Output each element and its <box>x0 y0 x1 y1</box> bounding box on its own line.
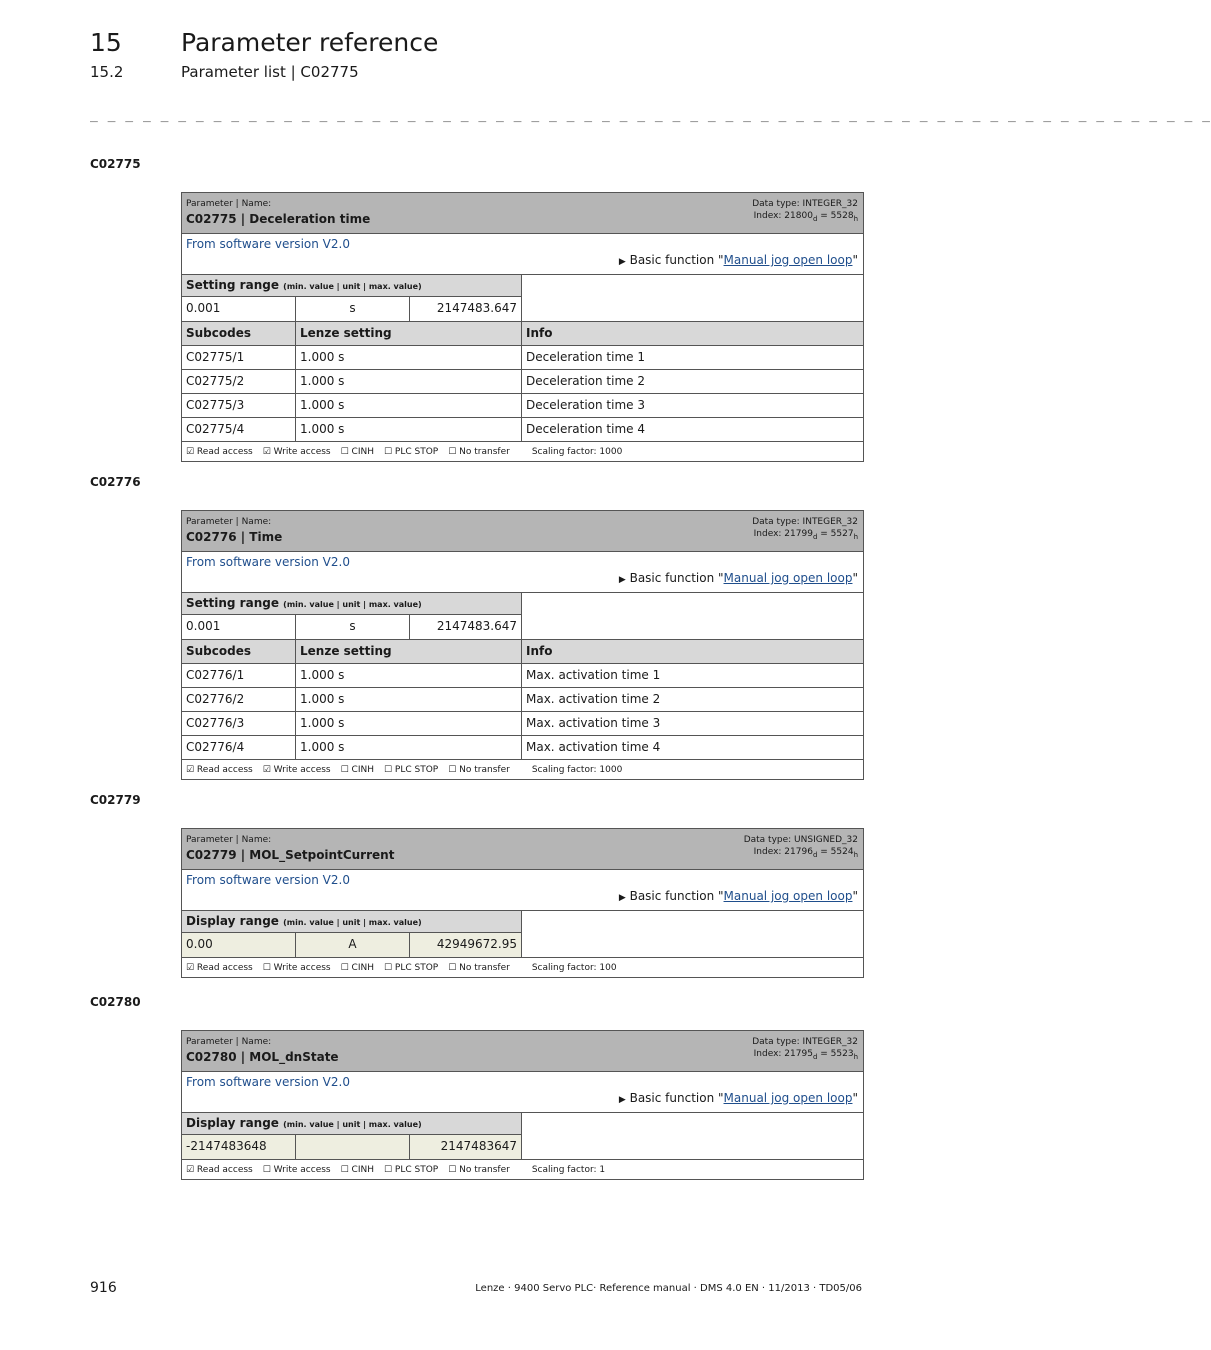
basic-function: ▶ Basic function "Manual jog open loop" <box>618 571 858 585</box>
cinh: ☐ CINH <box>340 764 374 775</box>
subcodes-header: Subcodes Lenze setting Info <box>182 322 863 346</box>
access-footer <box>182 958 863 977</box>
range-unit <box>296 1135 410 1159</box>
parameter-header <box>182 829 863 870</box>
no-transfer: ☐ No transfer <box>448 1164 510 1175</box>
version-row <box>182 1072 863 1113</box>
access-footer <box>182 1160 863 1179</box>
section-title: Parameter list | C02775 <box>181 63 359 81</box>
table-row: C02775/2 1.000 s Deceleration time 2 <box>182 370 863 394</box>
param-index: Index: $21799_d = 5527_h$ <box>753 529 858 541</box>
range-max: 2147483.647 <box>410 615 522 639</box>
table-row: C02776/1 1.000 s Max. activation time 1 <box>182 664 863 688</box>
data-type: Data type: INTEGER_32 <box>752 1037 858 1047</box>
no-transfer: ☐ No transfer <box>448 764 510 775</box>
write-access: ☐ Write access <box>262 962 331 973</box>
version-row <box>182 234 863 275</box>
cinh: ☐ CINH <box>340 1164 374 1175</box>
read-access: ☑ Read access <box>186 962 253 973</box>
triangle-right-icon: ▶ <box>618 257 626 267</box>
software-version: From software version V2.0 <box>186 1075 350 1089</box>
param-name-label: Parameter | Name: <box>186 1037 272 1047</box>
table-row: C02775/4 1.000 s Deceleration time 4 <box>182 418 863 442</box>
range-min: -2147483648 <box>182 1135 296 1159</box>
param-index: Index: $21795_d = 5523_h$ <box>753 1049 858 1061</box>
param-name-label: Parameter | Name: <box>186 835 272 845</box>
section-label: C02775 <box>90 157 141 171</box>
param-title: C02776 | Time <box>186 530 283 544</box>
cinh: ☐ CINH <box>340 962 374 973</box>
param-title: C02780 | MOL_dnState <box>186 1050 339 1064</box>
range-label: Setting range (min. value | unit | max. value) <box>182 593 522 615</box>
param-index: Index: $21796_d = 5524_h$ <box>753 847 858 859</box>
setting-range <box>182 275 863 322</box>
display-range <box>182 1113 863 1160</box>
scaling-factor: Scaling factor: 100 <box>531 962 617 973</box>
param-title: C02779 | MOL_SetpointCurrent <box>186 848 395 862</box>
range-max: 2147483.647 <box>410 297 522 321</box>
parameter-header <box>182 1031 863 1072</box>
range-min: 0.00 <box>182 933 296 957</box>
basic-function-link[interactable]: Manual jog open loop <box>723 1091 853 1105</box>
no-transfer: ☐ No transfer <box>448 446 510 457</box>
header-divider: _ _ _ _ _ _ _ _ _ _ _ _ _ _ _ _ _ _ _ _ _ _ _ _ _ _ _ _ _ _ _ _ _ _ _ _ _ _ _ _ _ _ _ _ _ _ _ _ _ _ _ _ _ _ _ _ _ _ _ _ _ _ _ _ <box>90 108 1211 123</box>
display-range <box>182 911 863 958</box>
range-label: Display range (min. value | unit | max. value) <box>182 911 522 933</box>
triangle-right-icon: ▶ <box>618 893 626 903</box>
range-min: 0.001 <box>182 615 296 639</box>
page-number: 916 <box>90 1280 117 1296</box>
section-label: C02780 <box>90 995 141 1009</box>
range-unit: s <box>296 615 410 639</box>
section-number: 15.2 <box>90 63 124 81</box>
table-row: C02776/2 1.000 s Max. activation time 2 <box>182 688 863 712</box>
scaling-factor: Scaling factor: 1000 <box>531 446 623 457</box>
range-max: 2147483647 <box>410 1135 522 1159</box>
software-version: From software version V2.0 <box>186 873 350 887</box>
basic-function-link[interactable]: Manual jog open loop <box>723 889 853 903</box>
write-access: ☑ Write access <box>262 764 331 775</box>
range-label: Display range (min. value | unit | max. value) <box>182 1113 522 1135</box>
range-min: 0.001 <box>182 297 296 321</box>
data-type: Data type: UNSIGNED_32 <box>743 835 858 845</box>
parameter-header <box>182 193 863 234</box>
scaling-factor: Scaling factor: 1 <box>531 1164 606 1175</box>
basic-function: ▶ Basic function "Manual jog open loop" <box>618 889 858 903</box>
param-name-label: Parameter | Name: <box>186 517 272 527</box>
read-access: ☑ Read access <box>186 446 253 457</box>
range-unit: s <box>296 297 410 321</box>
triangle-right-icon: ▶ <box>618 575 626 585</box>
basic-function-link[interactable]: Manual jog open loop <box>723 253 853 267</box>
param-title: C02775 | Deceleration time <box>186 212 371 226</box>
parameter-table <box>181 828 864 978</box>
basic-function: ▶ Basic function "Manual jog open loop" <box>618 1091 858 1105</box>
read-access: ☑ Read access <box>186 1164 253 1175</box>
plc-stop: ☐ PLC STOP <box>384 962 439 973</box>
basic-function-link[interactable]: Manual jog open loop <box>723 571 853 585</box>
write-access: ☑ Write access <box>262 446 331 457</box>
plc-stop: ☐ PLC STOP <box>384 1164 439 1175</box>
read-access: ☑ Read access <box>186 764 253 775</box>
chapter-number: 15 <box>90 28 122 57</box>
range-max: 42949672.95 <box>410 933 522 957</box>
write-access: ☐ Write access <box>262 1164 331 1175</box>
parameter-table <box>181 510 864 780</box>
document-reference: Lenze · 9400 Servo PLC· Reference manual · DMS 4.0 EN · 11/2013 · TD05/06 <box>475 1283 862 1294</box>
parameter-header <box>182 511 863 552</box>
no-transfer: ☐ No transfer <box>448 962 510 973</box>
section-label: C02779 <box>90 793 141 807</box>
table-row: C02776/4 1.000 s Max. activation time 4 <box>182 736 863 760</box>
parameter-table <box>181 1030 864 1180</box>
subcodes-header: Subcodes Lenze setting Info <box>182 640 863 664</box>
scaling-factor: Scaling factor: 1000 <box>531 764 623 775</box>
data-type: Data type: INTEGER_32 <box>752 199 858 209</box>
data-type: Data type: INTEGER_32 <box>752 517 858 527</box>
chapter-title: Parameter reference <box>181 28 439 57</box>
range-label: Setting range (min. value | unit | max. value) <box>182 275 522 297</box>
param-index: Index: $21800_d = 5528_h$ <box>753 211 858 223</box>
setting-range <box>182 593 863 640</box>
table-row: C02775/1 1.000 s Deceleration time 1 <box>182 346 863 370</box>
software-version: From software version V2.0 <box>186 237 350 251</box>
triangle-right-icon: ▶ <box>618 1095 626 1105</box>
version-row <box>182 870 863 911</box>
table-row: C02775/3 1.000 s Deceleration time 3 <box>182 394 863 418</box>
plc-stop: ☐ PLC STOP <box>384 446 439 457</box>
table-row: C02776/3 1.000 s Max. activation time 3 <box>182 712 863 736</box>
access-footer <box>182 442 863 461</box>
range-unit: A <box>296 933 410 957</box>
plc-stop: ☐ PLC STOP <box>384 764 439 775</box>
section-label: C02776 <box>90 475 141 489</box>
version-row <box>182 552 863 593</box>
param-name-label: Parameter | Name: <box>186 199 272 209</box>
access-footer <box>182 760 863 779</box>
cinh: ☐ CINH <box>340 446 374 457</box>
software-version: From software version V2.0 <box>186 555 350 569</box>
parameter-table <box>181 192 864 462</box>
basic-function: ▶ Basic function "Manual jog open loop" <box>618 253 858 267</box>
